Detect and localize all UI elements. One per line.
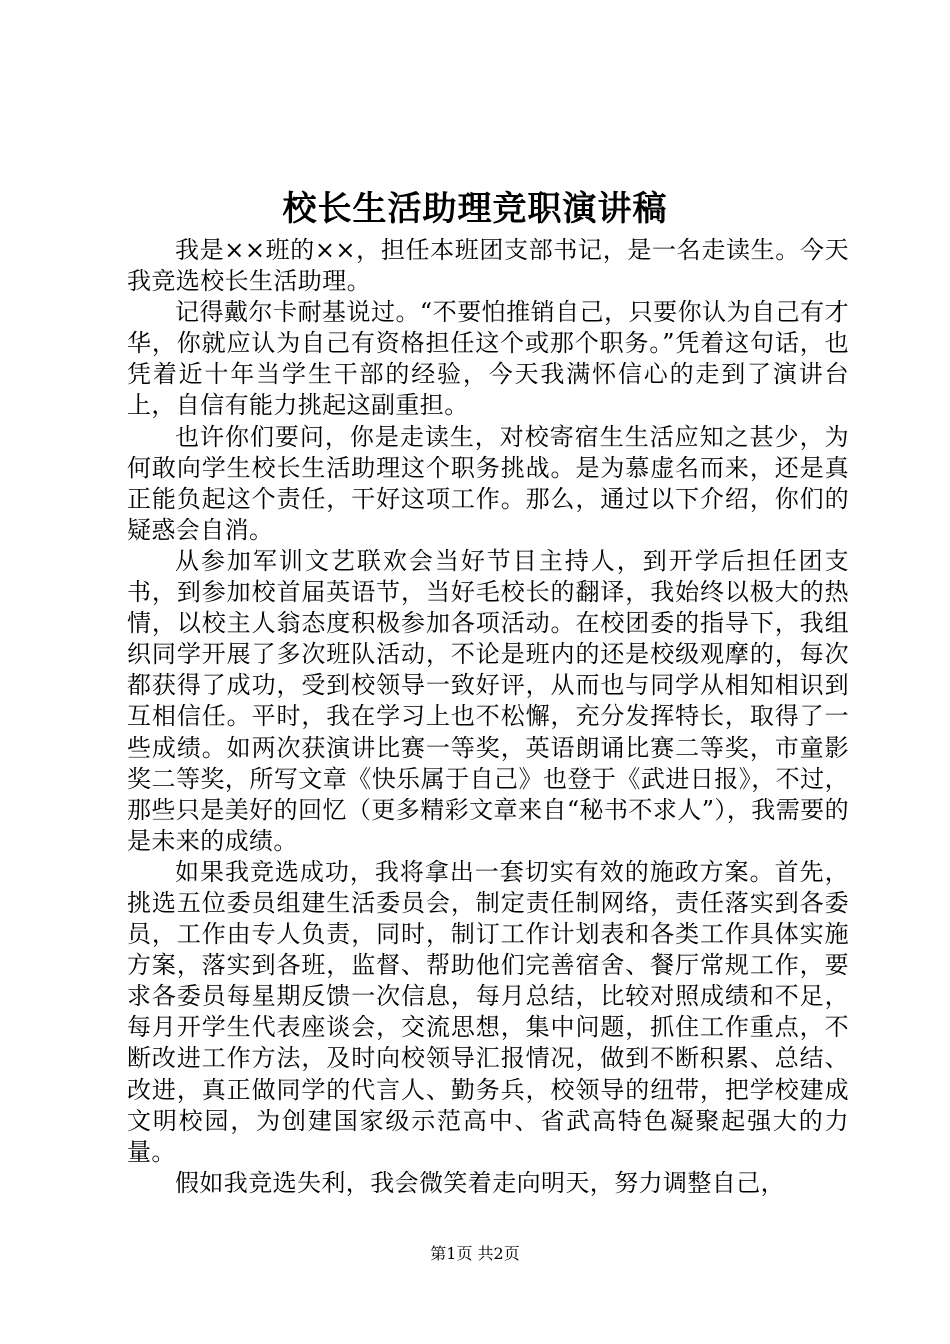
- document-title: 校长生活助理竞职演讲稿: [282, 189, 668, 229]
- paragraph-1: 我是××班的××，担任本班团支部书记，是一名走读生。今天我竞选校长生活助理。: [127, 236, 849, 296]
- paragraph-5: 如果我竞选成功，我将拿出一套切实有效的施政方案。首先，挑选五位委员组建生活委员会，制定责任制网络，责任落实到各委员，工作由专人负责，同时，制订工作计划表和各类工作具体实施方案，落实到各班，监督、帮助他们完善宿舍、餐厅常规工作，要求各委员每星期反馈一次信息，每月总结，比较对照成绩和不足，每月开学生代表座谈会，交流思想，集中问题，抓住工作重点，不断改进工作方法，及时向校领导汇报情况，做到不断积累、总结、改进，真正做同学的代言人、勤务兵，校领导的纽带，把学校建成文明校园，为创建国家级示范高中、省武高特色凝聚起强大的力量。: [127, 857, 849, 1166]
- page-number-footer: 第1页 共2页: [430, 1244, 520, 1263]
- paragraph-3: 也许你们要问，你是走读生，对校寄宿生生活应知之甚少，为何敢向学生校长生活助理这个职务挑战。是为慕虚名而来，还是真正能负起这个责任，干好这项工作。那么，通过以下介绍，你们的疑惑会自消。: [127, 422, 849, 544]
- paragraph-6: 假如我竞选失利，我会微笑着走向明天，努力调整自己，: [175, 1168, 785, 1197]
- paragraph-2: 记得戴尔卡耐基说过。“不要怕推销自己，只要你认为自己有才华，你就应认为自己有资格担任这个或那个职务。”凭着这句话，也凭着近十年当学生干部的经验，今天我满怀信心的走到了演讲台上，自信有能力挑起这副重担。: [127, 298, 849, 420]
- paragraph-4: 从参加军训文艺联欢会当好节目主持人，到开学后担任团支书，到参加校首届英语节，当好毛校长的翻译，我始终以极大的热情，以校主人翁态度积极参加各项活动。在校团委的指导下，我组织同学开展了多次班队活动，不论是班内的还是校级观摩的，每次都获得了成功，受到校领导一致好评，从而也与同学从相知相识到互相信任。平时，我在学习上也不松懈，充分发挥特长，取得了一些成绩。如两次获演讲比赛一等奖，英语朗诵比赛二等奖，市童影奖二等奖，所写文章《快乐属于自己》也登于《武进日报》，不过，那些只是美好的回忆（更多精彩文章来自“秘书不求人”），我需要的是未来的成绩。: [127, 546, 849, 855]
- document-body: [127, 235, 849, 1199]
